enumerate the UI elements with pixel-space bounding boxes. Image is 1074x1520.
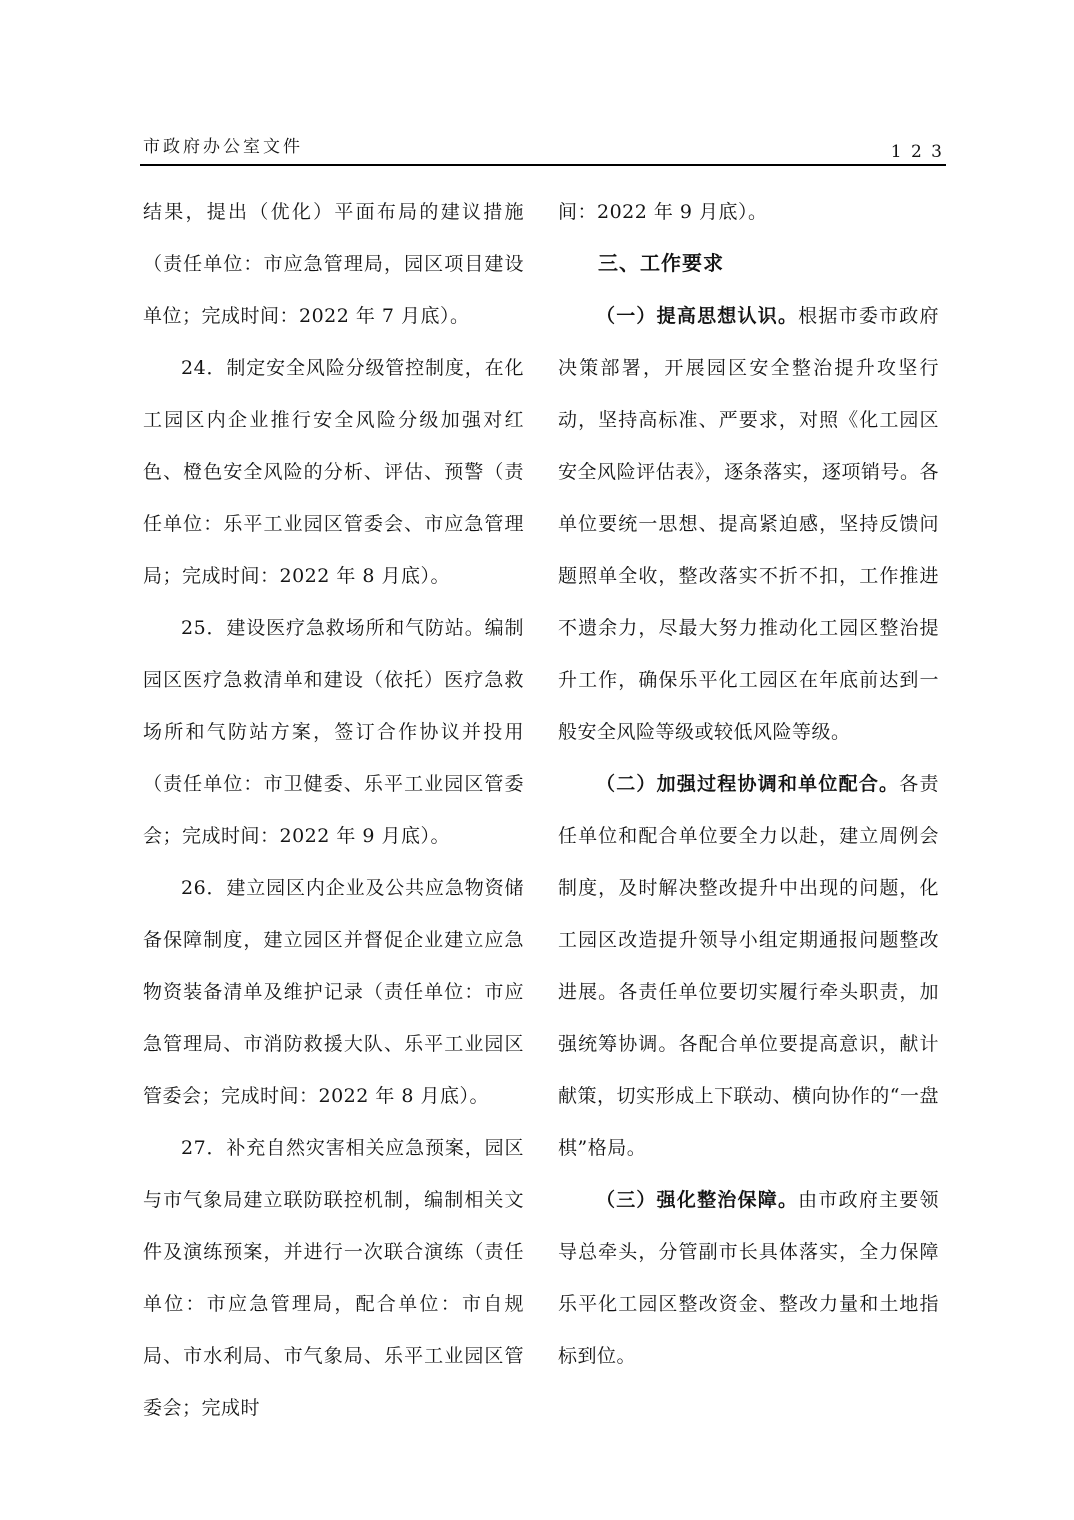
subsection-body: 由市政府主要领导总牵头，分管副市长具体落实，全力保障乐平化工园区整改资金、整改力量和土地指标到位。 [558,1189,939,1367]
right-column [558,186,939,1434]
text-columns [143,186,939,1434]
page-header [143,128,946,164]
paragraph-continuation: 间：2022 年 9 月底）。 [558,201,768,223]
subsection-body: 各责任单位和配合单位要全力以赴，建立周例会制度，及时解决整改提升中出现的问题，化工园区改造提升领导小组定期通报问题整改进展。各责任单位要切实履行牵头职责，加强统筹协调。各配合单位要提高意识，献计献策，切实形成上下联动、横向协作的“一盘棋”格局。 [558,773,939,1159]
left-column [143,186,524,1434]
section-heading: 三、工作要求 [598,253,724,275]
paragraph-item-26: 26．建立园区内企业及公共应急物资储备保障制度，建立园区并督促企业建立应急物资装备清单及维护记录（责任单位：市应急管理局、市消防救援大队、乐平工业园区管委会；完成时间：2022 年 8 月底）。 [143,877,524,1107]
subsection-body: 根据市委市政府决策部署，开展园区安全整治提升攻坚行动，坚持高标准、严要求，对照《化工园区安全风险评估表》，逐条落实，逐项销号。各单位要统一思想、提高紧迫感，坚持反馈问题照单全收，整改落实不折不扣，工作推进不遗余力，尽最大努力推动化工园区整治提升工作，确保乐平化工园区在年底前达到一般安全风险等级或较低风险等级。 [558,305,939,743]
paragraph-item-25: 25．建设医疗急救场所和气防站。编制园区医疗急救清单和建设（依托）医疗急救场所和气防站方案，签订合作协议并投用（责任单位：市卫健委、乐平工业园区管委会；完成时间：2022 年 9 月底）。 [143,617,524,847]
subsection-lead: （二）加强过程协调和单位配合。 [596,773,900,795]
subsection-lead: （三）强化整治保障。 [596,1189,799,1211]
doc-mark: 市政府办公室文件 [143,137,303,157]
paragraph-continuation: 结果，提出（优化）平面布局的建议措施（责任单位：市应急管理局，园区项目建设单位；完成时间：2022 年 7 月底）。 [143,201,524,327]
page-number: 1 2 3 [890,142,944,162]
paragraph-subsection-2 [558,758,939,1174]
header-rule [140,164,946,166]
paragraph-item-27: 27．补充自然灾害相关应急预案，园区与市气象局建立联防联控机制，编制相关文件及演练预案，并进行一次联合演练（责任单位：市应急管理局，配合单位：市自规局、市水利局、市气象局、乐平工业园区管委会；完成时 [143,1137,524,1419]
paragraph-item-24: 24．制定安全风险分级管控制度，在化工园区内企业推行安全风险分级加强对红色、橙色安全风险的分析、评估、预警（责任单位：乐平工业园区管委会、市应急管理局；完成时间：2022 年 8 月底）。 [143,357,524,587]
paragraph-subsection-1 [558,290,939,758]
paragraph-subsection-3 [558,1174,939,1382]
subsection-lead: （一）提高思想认识。 [596,305,799,327]
